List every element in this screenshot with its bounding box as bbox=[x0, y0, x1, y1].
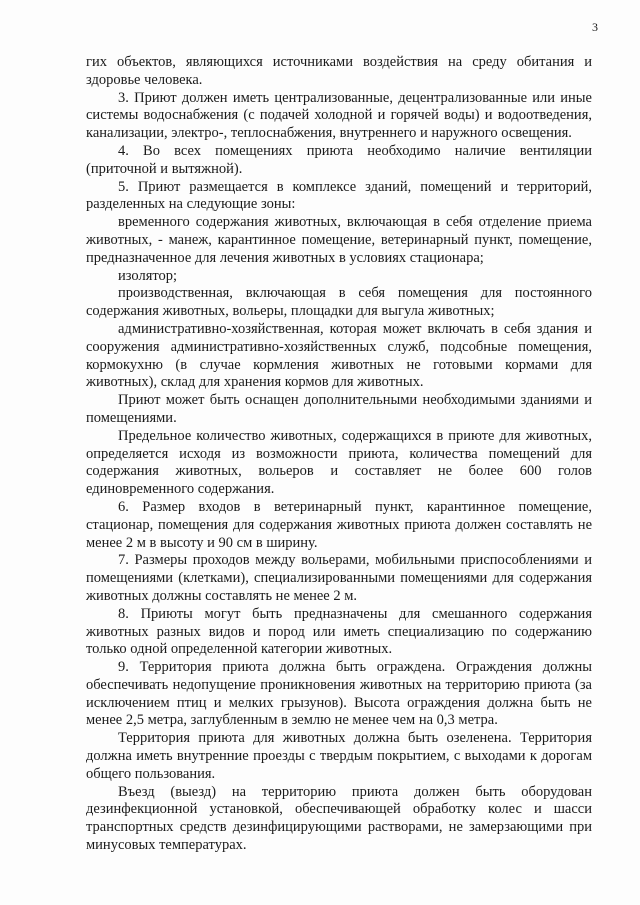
paragraph-greenery: Территория приюта для животных должна быть озеленена. Территория должна иметь внутренние проезды с твердым покрытием, с выходами к дорогам общего пользования. bbox=[86, 730, 592, 782]
paragraph-item-3: 3. Приют должен иметь централизованные, децентрализованные или иные системы водоснабжения (с подачей холодной и горячей воды) и водоотведения, канализации, электро-, теплоснабжения, внутреннего и наружного освещения. bbox=[86, 89, 592, 142]
paragraph-item-9: 9. Территория приюта должна быть ограждена. Ограждения должны обеспечивать недопущение проникновения животных на территорию приюта (за исключением птиц и мелких грызунов). Высота ограждения должна быть не менее 2,5 метра, заглубленным в землю не менее чем на 0,3 метра. bbox=[86, 659, 592, 729]
paragraph-animal-limit: Предельное количество животных, содержащихся в приюте для животных, определяется исходя из возможности приюта, количества помещений для содержания животных, вольеров и составляет не более 600 голов единовременного содержания. bbox=[86, 427, 592, 498]
paragraph-disinfection: Въезд (выезд) на территорию приюта должен быть оборудован дезинфекционной установкой, обеспечивающей обработку колес и шасси транспортных средств дезинфицирующими растворами, не замерзающими при минусовых температурах. bbox=[86, 783, 592, 854]
document-body bbox=[86, 54, 592, 855]
paragraph-continuation: гих объектов, являющихся источниками воздействия на среду обитания и здоровье человека. bbox=[86, 54, 592, 88]
paragraph-item-4: 4. Во всех помещениях приюта необходимо наличие вентиляции (приточной и вытяжной). bbox=[86, 142, 592, 177]
paragraph-zone-administrative: административно-хозяйственная, которая может включать в себя здания и сооружения административно-хозяйственных служб, подсобные помещения, кормокухню (в случае кормления животных не готовыми кормами для животных), склад для хранения кормов для животных. bbox=[86, 320, 592, 391]
paragraph-item-5: 5. Приют размещается в комплексе зданий, помещений и территорий, разделенных на следующие зоны: bbox=[86, 178, 592, 213]
paragraph-zone-isolator: изолятор; bbox=[118, 267, 178, 284]
paragraph-additional-buildings: Приют может быть оснащен дополнительными необходимыми зданиями и помещениями. bbox=[86, 392, 592, 426]
paragraph-item-8: 8. Приюты могут быть предназначены для смешанного содержания животных разных видов и пород или иметь специализацию по содержанию только одной определенной категории животных. bbox=[86, 605, 592, 658]
page-number: 3 bbox=[592, 20, 598, 34]
paragraph-item-6: 6. Размер входов в ветеринарный пункт, карантинное помещение, стационар, помещения для содержания животных приюта должен составлять не менее 2 м в высоту и 90 см в ширину. bbox=[86, 498, 592, 551]
paragraph-item-7: 7. Размеры проходов между вольерами, мобильными приспособлениями и помещениями (клетками), специализированными помещениями для содержания животных должны составлять не менее 2 м. bbox=[86, 552, 592, 604]
paragraph-zone-production: производственная, включающая в себя помещения для постоянного содержания животных, вольеры, площадки для выгула животных; bbox=[86, 285, 592, 320]
paragraph-zone-temporary: временного содержания животных, включающая в себя отделение приема животных, - манеж, карантинное помещение, ветеринарный пункт, помещение, предназначенное для лечения животных в условиях стационара; bbox=[86, 214, 592, 266]
